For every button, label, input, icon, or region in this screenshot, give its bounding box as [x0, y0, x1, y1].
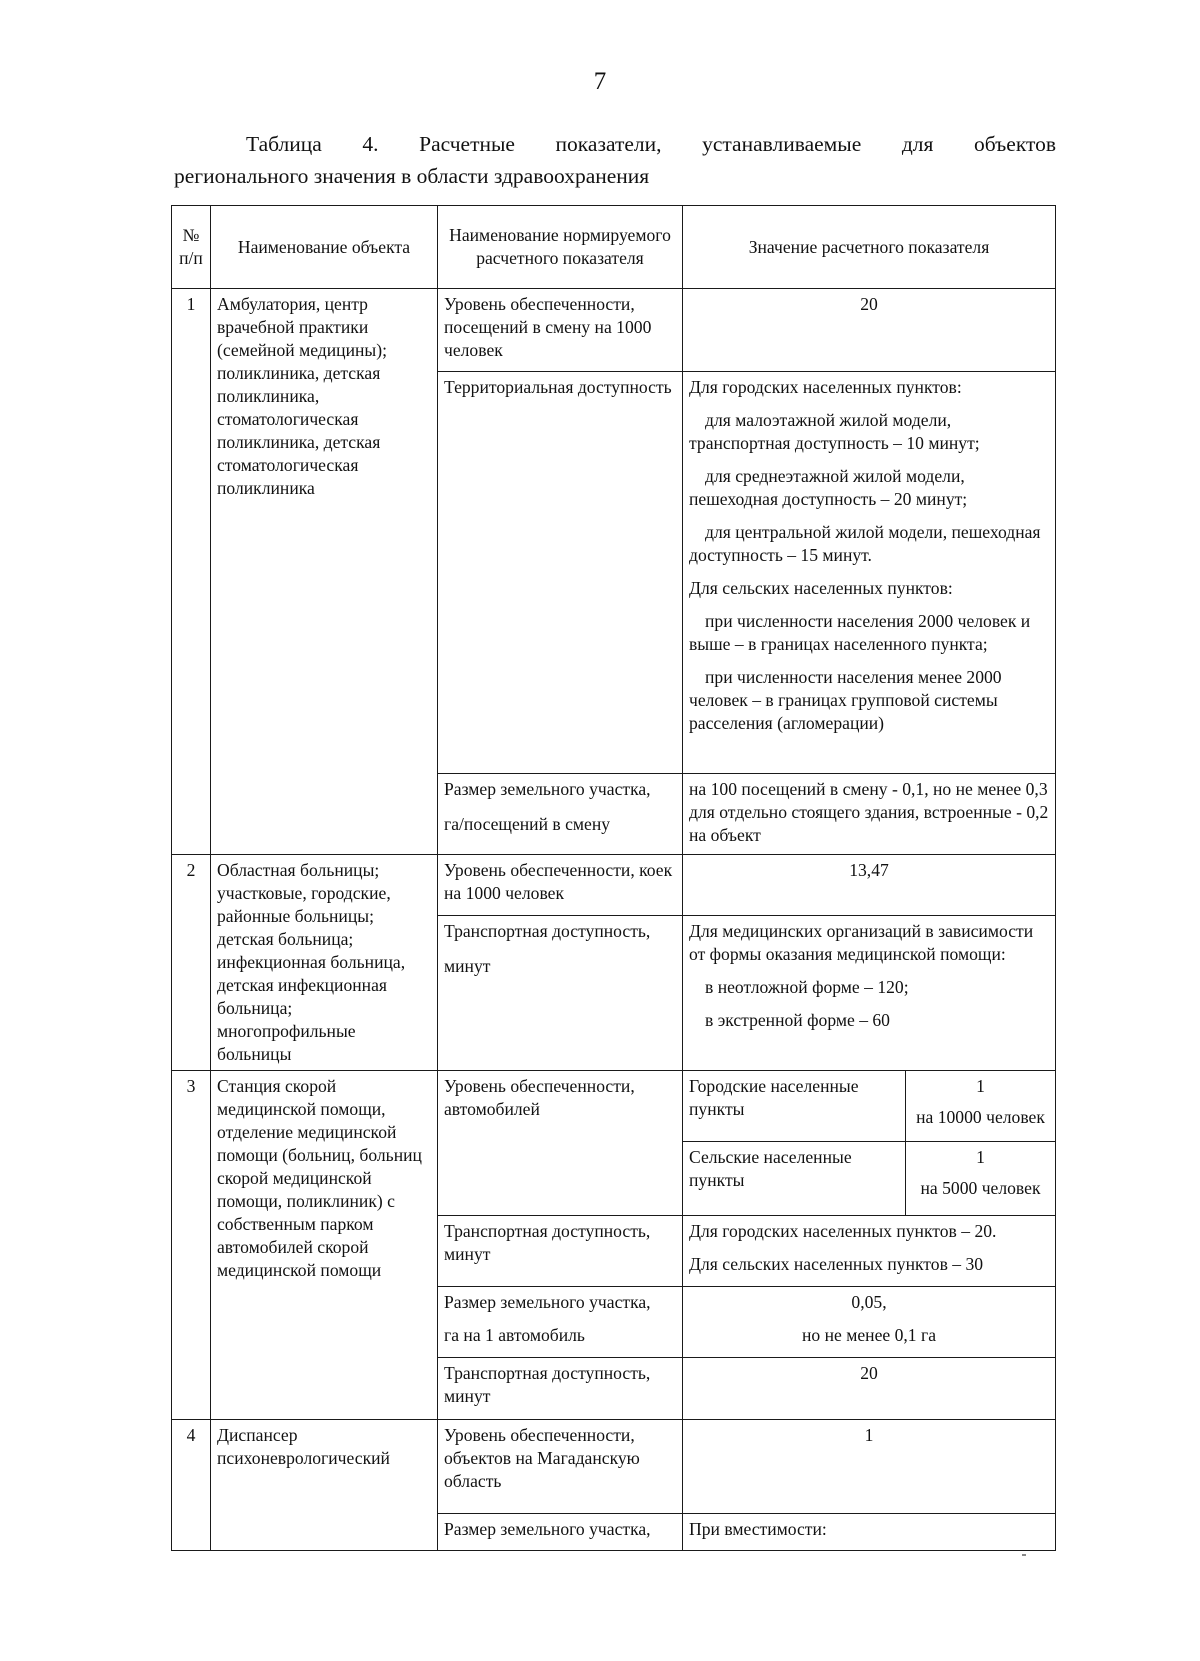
- row-3-urban-label: Городские населенные пункты: [682, 1070, 906, 1142]
- row-1-value-access: [682, 371, 1056, 774]
- row-1-indicator-provision: Уровень обеспеченности, посещений в смену на 1000 человек: [437, 288, 683, 372]
- row-3-value-access-2: 20: [682, 1357, 1056, 1420]
- row-2-value-provision: 13,47: [682, 854, 1056, 916]
- medical-forms-heading: Для медицинских организаций в зависимости от формы оказания медицинской помощи:: [689, 921, 1034, 964]
- scan-mark: [1022, 1554, 1026, 1556]
- caption-word: 4.: [362, 132, 379, 156]
- row-3-rural-label: Сельские населенные пункты: [682, 1141, 906, 1216]
- rural-large: при численности населения 2000 человек и выше – в границах населенного пункта;: [689, 611, 1031, 654]
- row-2-object: Областная больницы; участковые, городские, районные больницы; детская больница; инфекционная больница, детская инфекционная больница; многопрофильные больницы: [210, 854, 438, 1071]
- row-4-indicator-provision: Уровень обеспеченности, объектов на Магаданскую область: [437, 1419, 683, 1514]
- urban-mid-rise: для среднеэтажной жилой модели, пешеходная доступность – 20 минут;: [689, 466, 968, 509]
- row-3-object: Станция скорой медицинской помощи, отделение медицинской помощи (больниц, больниц скорой медицинской помощи, поликлиник) с собственным парком автомобилей скорой медицинской помощи: [210, 1070, 438, 1420]
- row-4-indicator-land: Размер земельного участка,: [437, 1513, 683, 1551]
- urgent-form: в неотложной форме – 120;: [705, 977, 909, 997]
- row-3-indicator-access-2: Транспортная доступность, минут: [437, 1357, 683, 1420]
- access-line-1: Транспортная доступность,: [444, 921, 651, 941]
- header-indicator: Наименование нормируемого расчетного показателя: [437, 205, 683, 289]
- urban-heading: Для городских населенных пунктов:: [689, 377, 962, 397]
- row-3-rural-value: [905, 1141, 1056, 1216]
- header-value: Значение расчетного показателя: [682, 205, 1056, 289]
- urban-central: для центральной жилой модели, пешеходная доступность – 15 минут.: [689, 522, 1041, 565]
- row-4-object: Диспансер психоневрологический: [210, 1419, 438, 1551]
- page-number: 7: [593, 68, 607, 95]
- caption-word: для: [901, 132, 934, 156]
- caption-word: объектов: [974, 132, 1056, 156]
- access-line-2: минут: [444, 956, 491, 976]
- land-line-1: Размер земельного участка,: [444, 779, 651, 799]
- caption-word: Расчетные: [419, 132, 515, 156]
- caption-word: показатели,: [555, 132, 662, 156]
- rural-access: Для сельских населенных пунктов – 30: [689, 1254, 984, 1274]
- emergency-form: в экстренной форме – 60: [705, 1010, 890, 1030]
- caption-line-1: [174, 128, 1056, 160]
- caption-line-2: регионального значения в области здравоохранения: [174, 164, 650, 188]
- row-3-urban-value: [905, 1070, 1056, 1142]
- row-3-num: 3: [171, 1070, 211, 1420]
- table-caption: [174, 128, 1056, 192]
- row-2-indicator-provision: Уровень обеспеченности, коек на 1000 человек: [437, 854, 683, 916]
- urban-low-rise: для малоэтажной жилой модели, транспортная доступность – 10 минут;: [689, 410, 980, 453]
- row-3-value-land: [682, 1286, 1056, 1358]
- row-3-indicator-access: Транспортная доступность, минут: [437, 1215, 683, 1287]
- row-2-value-access: [682, 915, 1056, 1071]
- header-object: Наименование объекта: [210, 205, 438, 289]
- caption-word: устанавливаемые: [702, 132, 862, 156]
- row-2-indicator-access: [437, 915, 683, 1071]
- row-4-value-land: При вместимости:: [682, 1513, 1056, 1551]
- urban-per: на 10000 человек: [916, 1107, 1045, 1127]
- rural-small: при численности населения менее 2000 человек – в границах групповой системы расселения (агломерации): [689, 667, 1002, 733]
- urban-count: 1: [976, 1076, 985, 1096]
- urban-access: Для городских населенных пунктов – 20.: [689, 1221, 997, 1241]
- row-4-num: 4: [171, 1419, 211, 1551]
- row-4-value-provision: 1: [682, 1419, 1056, 1514]
- row-3-indicator-land: [437, 1286, 683, 1358]
- land-value: 0,05,: [851, 1292, 887, 1312]
- header-num: № п/п: [171, 205, 211, 289]
- rural-per: на 5000 человек: [920, 1178, 1041, 1198]
- land-minimum: но не менее 0,1 га: [801, 1325, 937, 1345]
- rural-count: 1: [976, 1147, 985, 1167]
- row-1-indicator-access: Территориальная доступность: [437, 371, 683, 774]
- land-line-2: га/посещений в смену: [444, 814, 611, 834]
- row-2-num: 2: [171, 854, 211, 1071]
- row-1-indicator-land: [437, 773, 683, 855]
- row-1-value-land: на 100 посещений в смену - 0,1, но не менее 0,3 для отдельно стоящего здания, встроенные - 0,2 на объект: [682, 773, 1056, 855]
- row-1-value-provision: 20: [682, 288, 1056, 372]
- row-1-object: Амбулатория, центр врачебной практики (семейной медицины); поликлиника, детская поликлиника, стоматологическая поликлиника, детская стоматологическая поликлиника: [210, 288, 438, 855]
- land-line-1: Размер земельного участка,: [444, 1292, 651, 1312]
- row-3-value-access: [682, 1215, 1056, 1287]
- rural-heading: Для сельских населенных пунктов:: [689, 578, 953, 598]
- caption-word: Таблица: [246, 132, 322, 156]
- land-line-2: га на 1 автомобиль: [444, 1325, 585, 1345]
- row-1-num: 1: [171, 288, 211, 855]
- row-3-indicator-provision: Уровень обеспеченности, автомобилей: [437, 1070, 683, 1216]
